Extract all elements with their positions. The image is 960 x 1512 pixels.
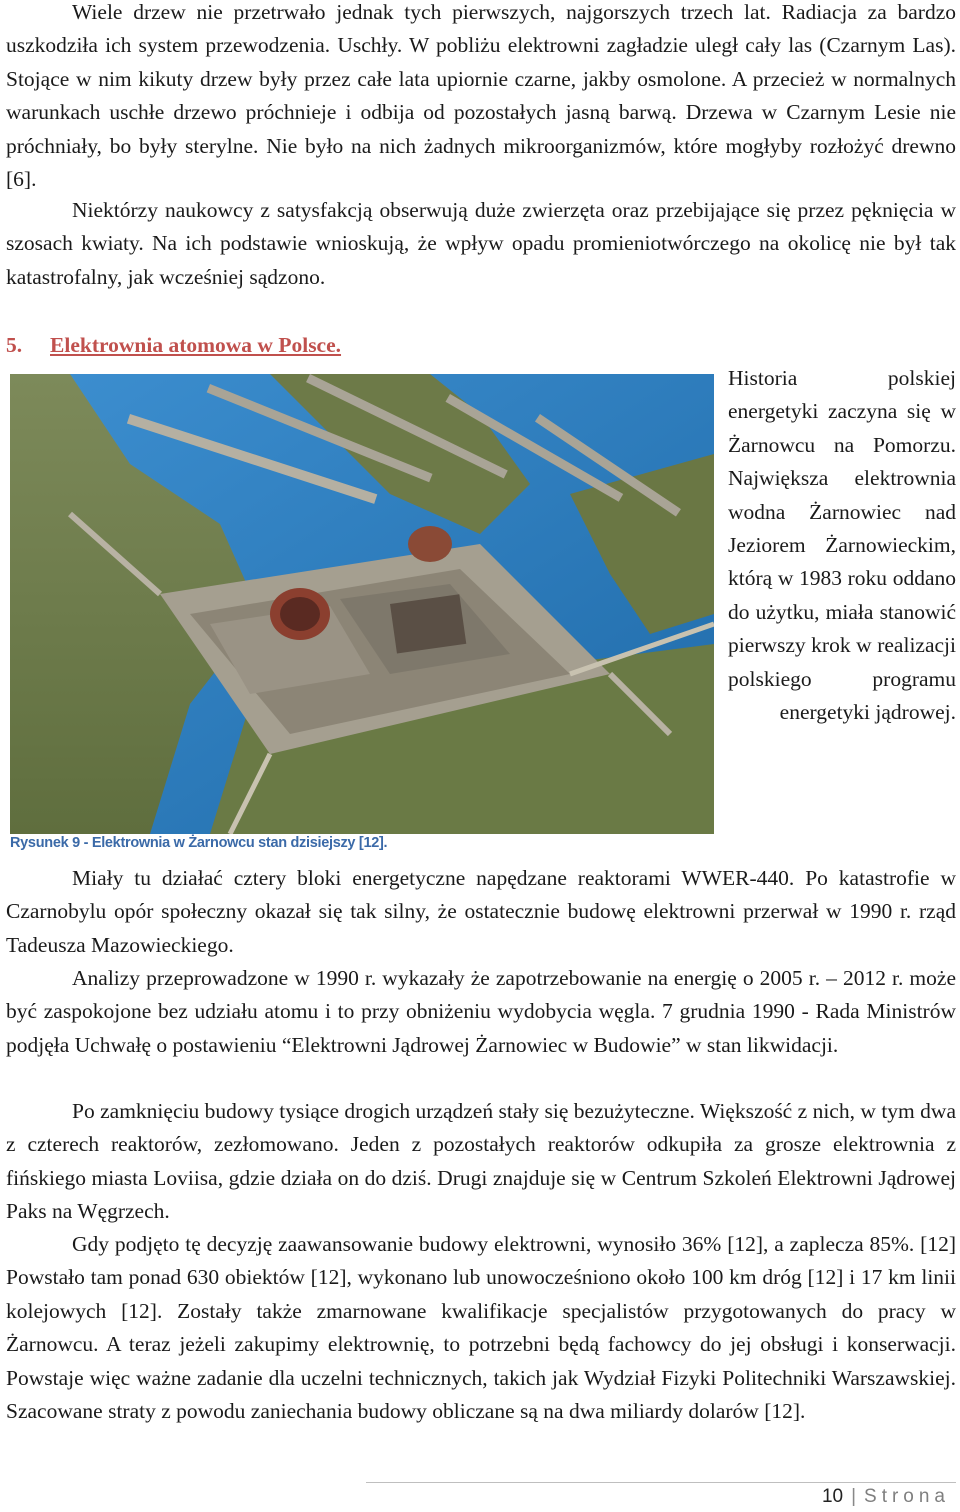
paragraph-reactor-blocks: Miały tu działać cztery bloki energetyczne napędzane reaktorami WWER-440. Po katastrofie w Czarnobylu opór społeczny okazał się tak silny, że ostatecznie budowę elektrowni przerwał w 1990 r. rząd Tadeusza Mazowieckiego.: [6, 866, 956, 957]
section-title: Elektrownia atomowa w Polsce.: [50, 333, 342, 357]
aerial-photo-image: [10, 374, 714, 834]
paragraph-analyses: Analizy przeprowadzone w 1990 r. wykazały że zapotrzebowanie na energię o 2005 r. – 2012 r. może być zaspokojone bez udziału atomu i to przy obniżeniu wydobycia węgla. 7 grudnia 1990 - Rada Ministrów podjęła Uchwałę o postawieniu “Elektrowni Jądrowej Żarnowiec w Budowie” w stan likwidacji.: [6, 966, 956, 1057]
section-heading: [6, 329, 341, 362]
side-text-last-line: energetyki jądrowej.: [779, 700, 956, 725]
page-number: 10: [821, 1486, 844, 1507]
paragraph-dead-forest: Wiele drzew nie przetrwało jednak tych pierwszych, najgorszych trzech lat. Radiacja za bardzo uszkodziła ich system przewodzenia. Uschły. W pobliżu elektrowni zagładzie uległ cały las (Czarnym Las). Stojące w nim kikuty drzew były przez całe lata upiornie czarne, jakby osmolone. A przecież w normalnych warunkach uschłe drzewo próchnieje i odbija od pozostałych jasną barwą. Drzewa w Czarnym Lesie nie próchniały, bo były sterylne. Nie było na nich żadnych mikroorganizmów, które mogłyby rozłożyć drewno [6].: [6, 0, 956, 192]
paragraph-scientists: Niektórzy naukowcy z satysfakcją obserwują duże zwierzęta oraz przebijające się przez pęknięcia w szosach kwiaty. Na ich podstawie wnioskują, że wpływ opadu promieniotwórczego na okolicę nie był tak katastrofalny, jak wcześniej sądzono.: [6, 198, 956, 289]
footer-divider: [366, 1482, 956, 1483]
page-label: Strona: [864, 1486, 950, 1507]
figure-caption: Rysunek 9 - Elektrownia w Żarnowcu stan dzisiejszy [12].: [10, 835, 388, 851]
paragraph-decision: Gdy podjęto tę decyzję zaawansowanie budowy elektrowni, wynosiło 36% [12], a zaplecza 85%. [12] Powstało tam ponad 630 obiektów [12], wykonano lub unowocześniono około 100 km dróg [12] i 17 km linii kolejowych [12]. Zostały także zmarnowane kwalifikacje specjalistów przygotowanych do pracy w Żarnowcu. A teraz jeżeli zakupimy elektrownię, to potrzebni będą fachowcy do jej obsługi i konserwacji. Powstaje więc ważne zadanie dla uczelni technicznych, takich jak Wydział Fizyki Politechniki Warszawskiej. Szacowane straty z powodu zaniechania budowy obliczane są na dwa miliardy dolarów [12].: [6, 1232, 956, 1424]
page-footer: [822, 1486, 950, 1508]
paragraph-closure: Po zamknięciu budowy tysiące drogich urządzeń stały się bezużyteczne. Większość z nich, w tym dwa z czterech reaktorów, zezłomowano. Jeden z pozostałych reaktorów odkupiła za grosze elektrownia z fińskiego miasta Loviisa, gdzie działa on do dziś. Drugi znajduje się w Centrum Szkoleń Elektrowni Jądrowej Paks na Węgrzech.: [6, 1099, 956, 1224]
side-text-column: [728, 362, 956, 729]
side-text-main: Historia polskiej energetyki zaczyna się w Żarnowcu na Pomorzu. Największa elektrownia wodna Żarnowiec nad Jeziorem Żarnowieckim, którą w 1983 roku oddano do użytku, miała stanowić pierwszy krok w realizacji polskiego programu: [728, 366, 956, 691]
section-number: 5.: [6, 333, 23, 357]
figure-zarnowiec-photo: [10, 374, 714, 834]
footer-separator: |: [851, 1486, 857, 1507]
